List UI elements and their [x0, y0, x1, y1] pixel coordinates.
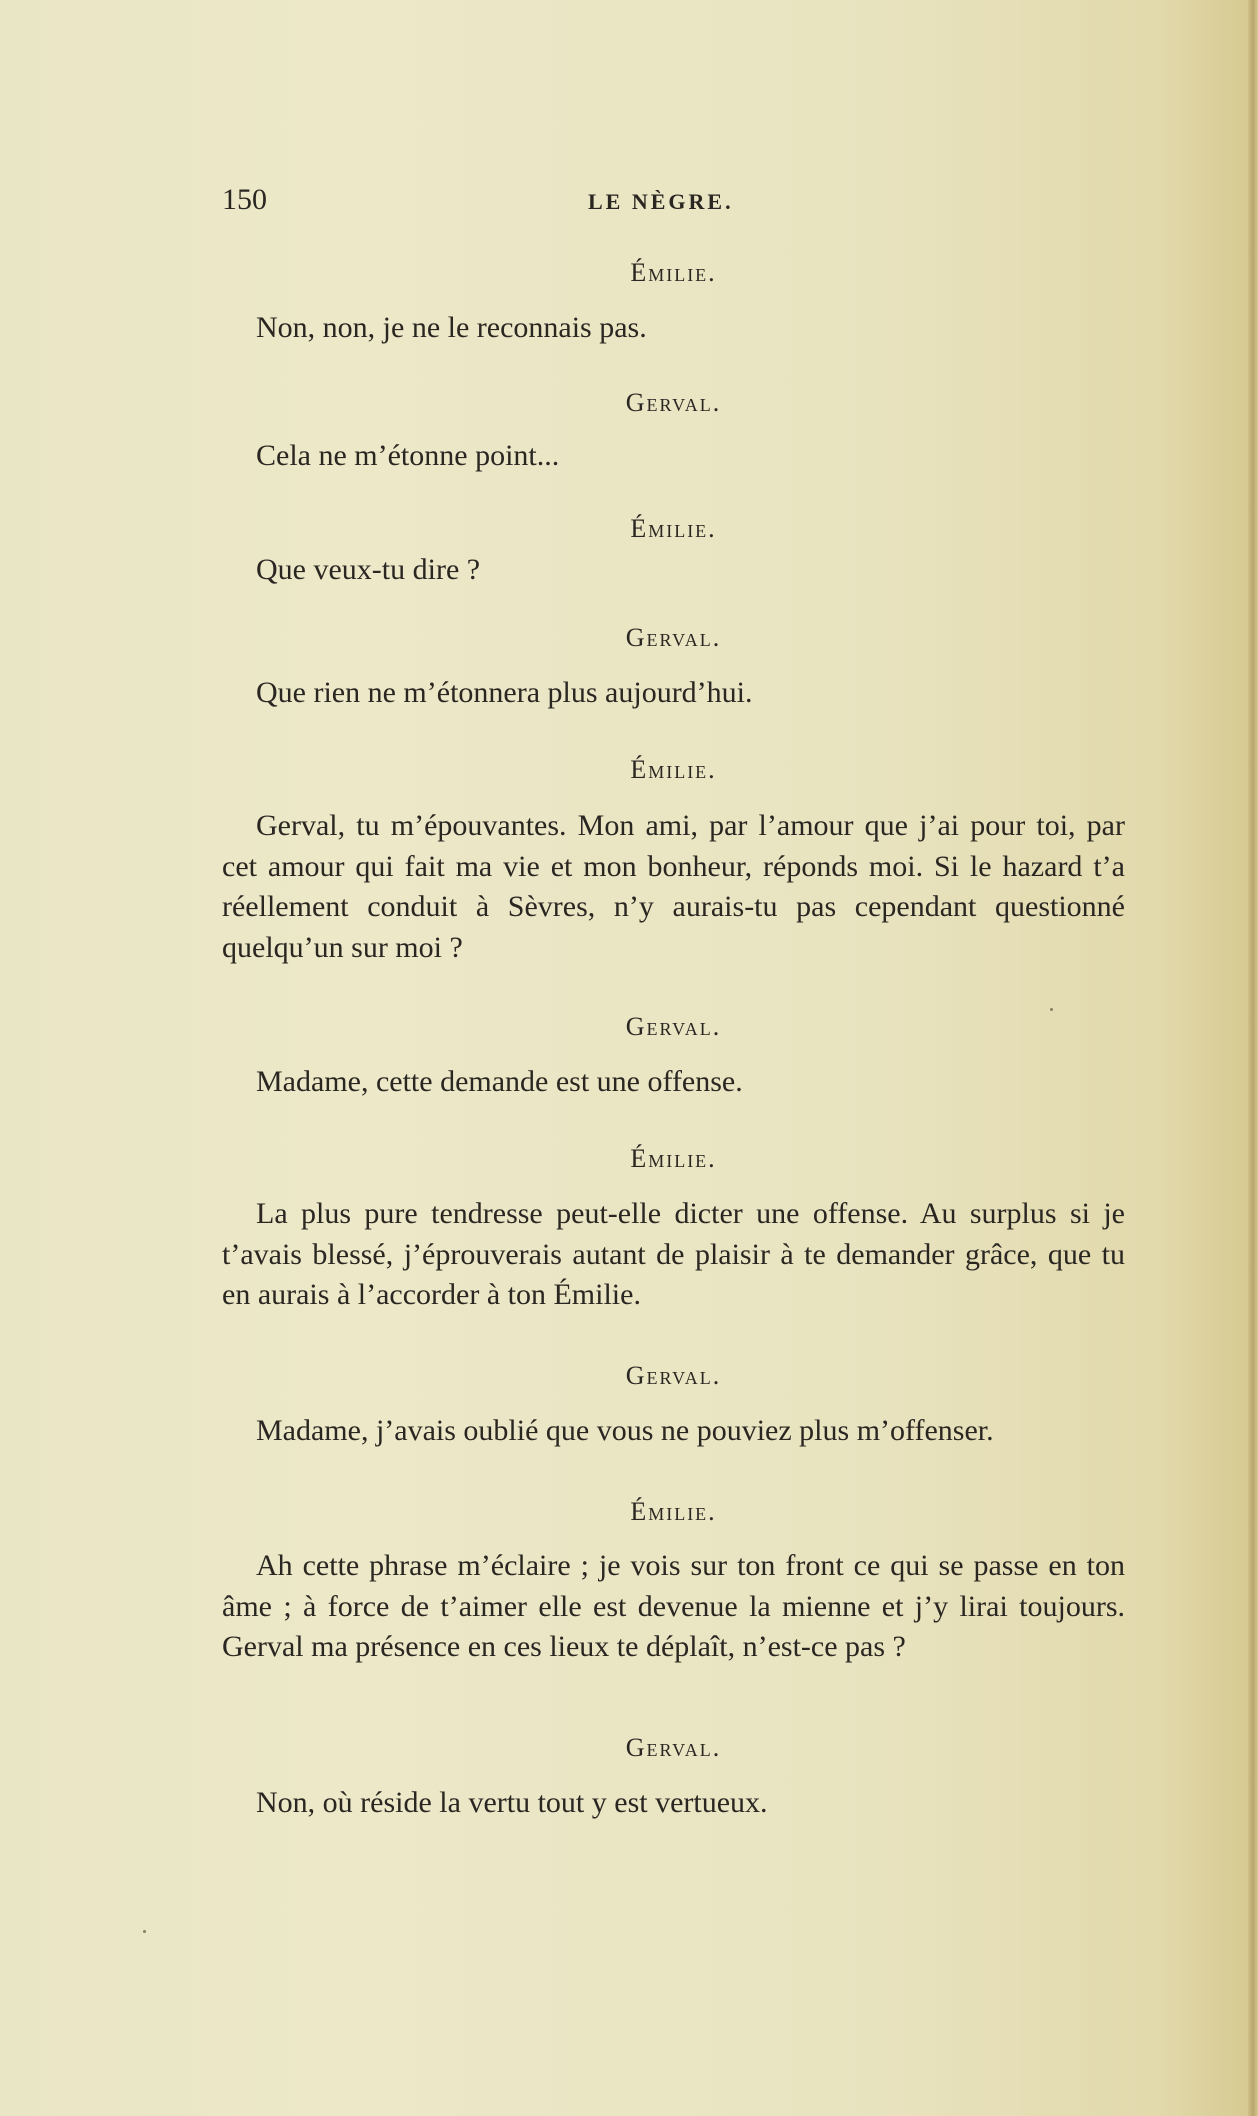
speech-text: La plus pure tendresse peut-elle dicter une offense. Au surplus si je t’avais blessé, j’éprouverais autant de plaisir à te demander grâce, que tu en aurais à l’accorder à ton Émilie. [222, 1197, 1125, 1311]
page-edge [1248, 0, 1258, 2116]
speaker-name: Gerval. [625, 1733, 722, 1762]
speaker-name: Émilie. [630, 514, 717, 543]
page-header [222, 183, 1057, 223]
speech-text: Madame, j’avais oublié que vous ne pouviez plus m’offenser. [256, 1414, 994, 1447]
paper-speck [143, 1930, 146, 1933]
speaker-name: Émilie. [630, 1497, 717, 1526]
running-title: LE NÈGRE. [588, 189, 734, 214]
speaker-name: Gerval. [625, 1012, 722, 1041]
speech-text: Que veux-tu dire ? [256, 553, 481, 586]
paper-speck [1050, 1008, 1053, 1011]
page-number: 150 [222, 183, 267, 216]
speaker-name: Émilie. [630, 755, 717, 784]
speaker-name: Émilie. [630, 1144, 717, 1173]
speech-text: Ah cette phrase m’éclaire ; je vois sur ton front ce qui se passe en ton âme ; à force de t’aimer elle est devenue la mienne et j’y lirai toujours. Gerval ma présence en ces lieux te déplaît, n’est-ce pas ? [222, 1549, 1125, 1663]
speech-text: Que rien ne m’étonnera plus aujourd’hui. [256, 676, 753, 709]
speech-text: Cela ne m’étonne point... [256, 439, 560, 472]
speech-text: Gerval, tu m’épouvantes. Mon ami, par l’amour que j’ai pour toi, par cet amour qui fait ma vie et mon bonheur, réponds moi. Si le hazard t’a réellement conduit à Sèvres, n’y aurais-tu pas cependant questionné quelqu’un sur moi ? [222, 809, 1125, 964]
speaker-name: Émilie. [630, 258, 717, 287]
speaker-name: Gerval. [625, 388, 722, 417]
speech-text: Non, où réside la vertu tout y est vertueux. [256, 1786, 768, 1819]
speech-text: Non, non, je ne le reconnais pas. [256, 311, 647, 344]
speech-text: Madame, cette demande est une offense. [256, 1065, 743, 1098]
speaker-name: Gerval. [625, 1361, 722, 1390]
speaker-name: Gerval. [625, 623, 722, 652]
